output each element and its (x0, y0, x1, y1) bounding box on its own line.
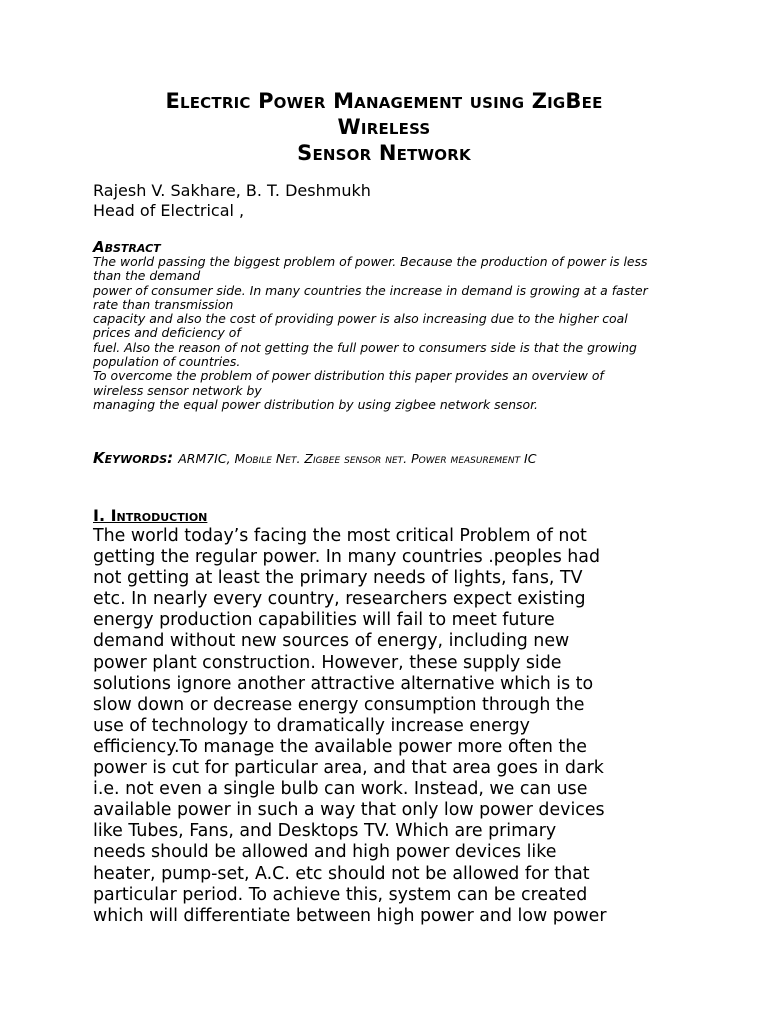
title-line-2: Wireless (337, 115, 431, 139)
intro-line: efficiency.To manage the available power more often the (93, 736, 587, 757)
intro-line: i.e. not even a single bulb can work. Instead, we can use (93, 779, 588, 800)
intro-line: demand without new sources of energy, including new (93, 631, 570, 652)
intro-line: not getting at least the primary needs of lights, fans, TV (93, 568, 583, 589)
abstract-line: rate than transmission (93, 296, 234, 312)
intro-line: heater, pump-set, A.C. etc should not be allowed for that (93, 863, 590, 884)
intro-line: use of technology to dramatically increase energy (93, 715, 530, 736)
title-line-3: Sensor Network (297, 141, 471, 165)
intro-line: getting the regular power. In many countries .peoples had (93, 547, 601, 568)
intro-line: like Tubes, Fans, and Desktops TV. Which are primary (93, 821, 557, 842)
intro-line: needs should be allowed and high power devices like (93, 842, 557, 863)
intro-line: energy production capabilities will fail to meet future (93, 610, 555, 631)
intro-line: etc. In nearly every country, researchers expect existing (93, 589, 586, 610)
abstract-line: wireless sensor network by (93, 382, 262, 398)
intro-line: slow down or decrease energy consumption through the (93, 694, 585, 715)
abstract-line: population of countries. (93, 354, 241, 370)
intro-line: power plant construction. However, these supply side (93, 652, 562, 673)
intro-line: which will differentiate between high power and low power (93, 905, 607, 926)
abstract-heading: Abstract (93, 238, 161, 256)
keywords-label: Keywords: (93, 449, 174, 467)
abstract-line: The world passing the biggest problem of power. Because the production of power is less (93, 254, 648, 269)
intro-line: available power in such a way that only low power devices (93, 800, 605, 821)
abstract-line: than the demand (93, 268, 201, 284)
intro-line: solutions ignore another attractive alternative which is to (93, 673, 594, 694)
abstract-line: power of consumer side. In many countries the increase in demand is growing at a faster (93, 282, 648, 298)
intro-line: The world today’s facing the most critical Problem of not (93, 526, 587, 546)
introduction-heading: I. Introduction (93, 506, 208, 525)
author-block (93, 181, 371, 221)
paper-title (0, 88, 768, 166)
author-names: Rajesh V. Sakhare, B. T. Deshmukh (93, 181, 371, 200)
abstract-line: prices and deficiency of (93, 325, 241, 341)
title-line-1: Electric Power Management using ZigBee (165, 89, 603, 113)
abstract-line: fuel. Also the reason of not getting the full power to consumers side is that the growing (93, 339, 637, 355)
abstract-body (93, 255, 693, 412)
keywords (93, 448, 536, 469)
author-affiliation: Head of Electrical , (93, 201, 245, 220)
introduction-body (93, 526, 693, 927)
keywords-text: ARM7IC, Mobile Net. Zigbee sensor net. Power measurement IC (178, 451, 537, 466)
abstract-line: capacity and also the cost of providing power is also increasing due to the higher coal (93, 311, 628, 327)
abstract-line: To overcome the problem of power distribution this paper provides an overview of (93, 368, 604, 384)
abstract-line: managing the equal power distribution by using zigbee network sensor. (93, 396, 538, 412)
intro-line: particular period. To achieve this, system can be created (93, 884, 588, 905)
intro-line: power is cut for particular area, and that area goes in dark (93, 758, 604, 779)
